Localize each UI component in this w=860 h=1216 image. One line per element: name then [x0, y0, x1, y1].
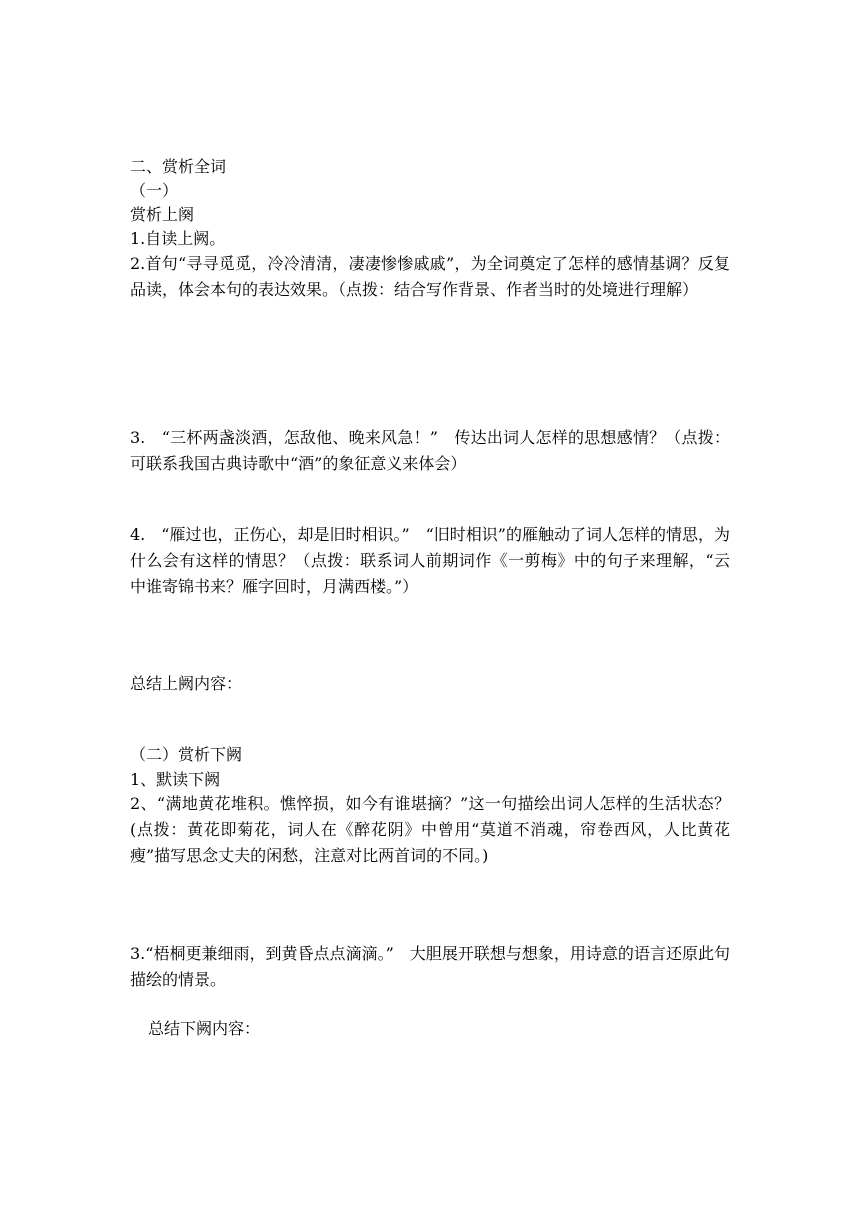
part1-summary: 总结上阙内容： [130, 674, 243, 693]
part1-question-1: 1.自读上阙。 [130, 229, 226, 248]
part2-question-2: 2、“满地黄花堆积。憔悴损，如今有谁堪摘？”这一句描绘出词人怎样的生活状态？ (点拨：黄花即菊花，词人在《醉花阴》中曾用“莫道不消魂，帘卷西风，人比黄花瘦”描写思念丈夫的闲愁，注意对比两首词的不同。) [130, 794, 747, 865]
part1-question-4: 4. “雁过也，正伤心，却是旧时相识。” “旧时相识”的雁触动了词人怎样的情思，为什么会有这样的情思？（点拨：联系词人前期词作《一剪梅》中的句子来理解，“云中谁寄锦书来？雁字回时，月满西楼。”） [130, 525, 730, 596]
part2-question-1: 1、默读下阙 [130, 770, 221, 789]
section-title: 二、赏析全词 [130, 157, 227, 176]
part2-heading: （二）赏析下阙 [130, 745, 243, 764]
part1-question-2: 2.首句“寻寻觅觅，冷冷清清，凄凄惨惨戚戚”，为全词奠定了怎样的感情基调？反复品读，体会本句的表达效果。（点拨：结合写作背景、作者当时的处境进行理解） [130, 254, 730, 299]
part1-heading: 赏析上阕 [130, 205, 195, 224]
part1-number: （一） [130, 181, 179, 200]
part1-question-3: 3. “三杯两盏淡酒，怎敌他、晚来风急！” 传达出词人怎样的思想感情？（点拨：可联系我国古典诗歌中“酒”的象征意义来体会） [130, 428, 730, 473]
part2-question-3: 3.“梧桐更兼细雨，到黄昏点点滴滴。” 大胆展开联想与想象，用诗意的语言还原此句描绘的情景。 [130, 944, 730, 989]
part2-summary: 总结下阙内容： [148, 1019, 261, 1038]
